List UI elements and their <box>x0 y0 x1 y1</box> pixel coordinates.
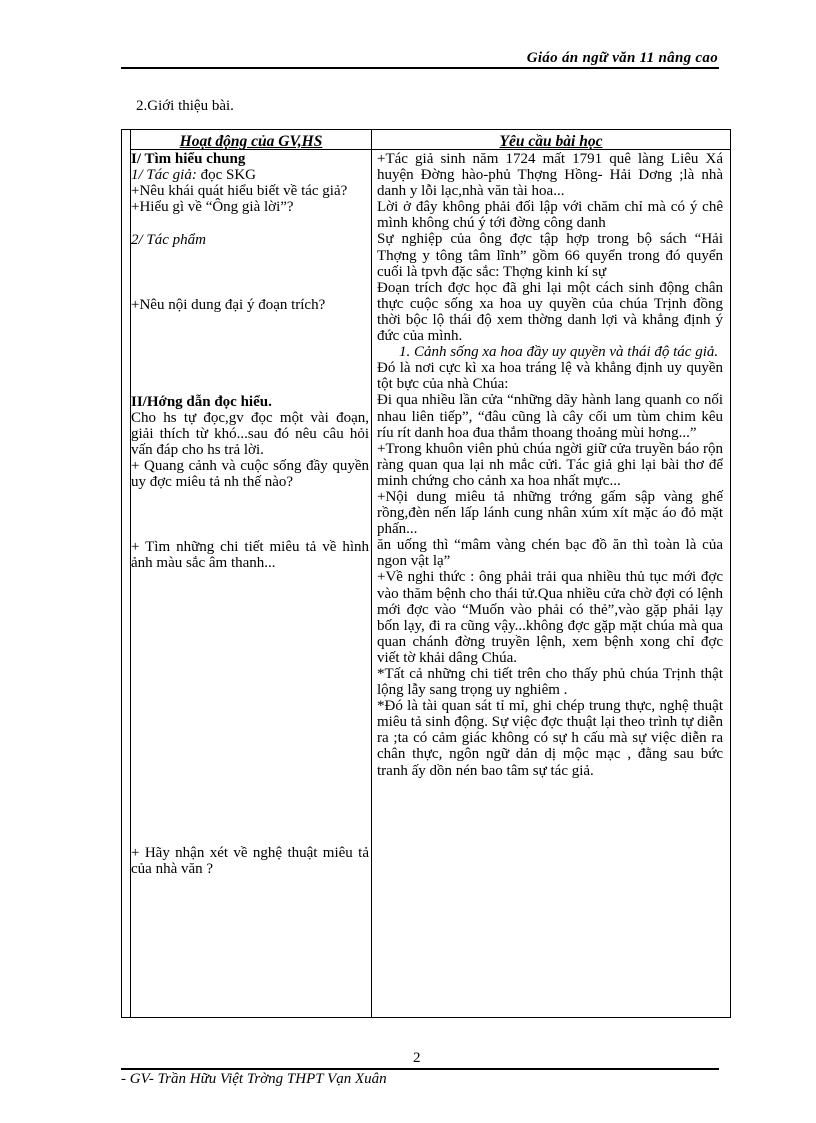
section-1-title: I/ Tìm hiểu chung <box>131 151 246 167</box>
question-author: +Nêu khái quát hiểu biết về tác giả? <box>131 183 348 200</box>
lesson-table <box>121 129 731 1018</box>
author-label: 1/ Tác giả: <box>131 167 197 184</box>
question-scene: + Quang cảnh và cuộc sống đầy quyền uy đợc miêu tả nh thế nào? <box>131 457 369 491</box>
footer-text: - GV- Trần Hữu Việt Trờng THPT Vạn Xuân <box>121 1071 387 1087</box>
header-rule <box>121 67 719 69</box>
left-column <box>131 151 369 878</box>
section-2-title: II/Hớng dẫn đọc hiểu. <box>131 393 272 410</box>
question-details: + Tìm những chi tiết miêu tả về hình ảnh màu sắc âm thanh... <box>131 539 369 572</box>
question-content: +Nêu nội dung đại ý đoạn trích? <box>131 297 326 314</box>
right-p10: +Về nghi thức : ông phải trải qua nhiều thủ tục mới đợc vào thăm bệnh cho thái tử.Qua nhiều cửa chờ đợi có lệnh mới đợc vào “Muốn vào phải có thẻ”,vào gặp phải lạy bốn lạy, đi ra cũng vậy...không đợc gặp mặt chúa mà qua quan chánh đờng truyền lệnh, xem bệnh xong chỉ đợc viết tờ khải dâng Chúa. <box>377 569 723 666</box>
right-column <box>377 151 723 779</box>
question-art: + Hãy nhận xét về nghệ thuật miêu tả của nhà văn ? <box>131 845 369 878</box>
intro-heading: 2.Giới thiệu bài. <box>136 98 234 114</box>
header-title: Giáo án ngữ văn 11 nâng cao <box>526 50 718 66</box>
right-p7: +Trong khuôn viên phủ chúa ngời giữ cửa truyền báo rộn ràng quan qua lại nh mắc cửi. Tác giả ghi lại bài thơ để minh chứng cho cảnh xa hoa nhất mực... <box>377 440 723 489</box>
question-old-man: +Hiểu gì về “Ông già lời”? <box>131 199 294 216</box>
right-p2: Lời ở đây không phải đối lập với chăm chỉ mà có ý chê mình không chú ý tới đờng công danh <box>377 199 723 232</box>
right-p4: Đoạn trích đợc học đã ghi lại một cách sinh động chân thực cuộc sống xa hoa uy quyền của chúa Trịnh đồng thời bộc lộ thái độ xem thờng danh lợi và khẳng định ý đức của mình. <box>377 279 723 345</box>
reading-instructions: Cho hs tự đọc,gv đọc một vài đoạn, giải thích từ khó...sau đó nêu câu hỏi vấn đáp cho hs trả lời. <box>131 409 369 458</box>
right-p9: ăn uống thì “mâm vàng chén bạc đồ ăn thì toàn là của ngon vật lạ” <box>377 537 723 570</box>
col-header-right: Yêu cầu bài học <box>499 133 603 150</box>
table-column-divider <box>371 130 372 1017</box>
footer-rule <box>121 1068 719 1070</box>
right-p1: +Tác giả sinh năm 1724 mất 1791 quê làng Liêu Xá huyện Đờng hào-phủ Thợng Hồng- Hải Dơng ;là nhà danh y lỗi lạc,nhà văn tài hoa... <box>377 151 723 200</box>
right-p5: Đó là nơi cực kì xa hoa tráng lệ và khẳng định uy quyền tột bực của nhà Chúa: <box>377 360 723 393</box>
right-p11: *Tất cả những chi tiết trên cho thấy phủ chúa Trịnh thật lộng lẫy sang trọng uy nghiêm . <box>377 666 723 699</box>
right-p6: Đi qua nhiều lần cửa “những dãy hành lang quanh co nối nhau liên tiếp”, “đâu cũng là cây cối um tùm chim kêu ríu rít danh hoa đua thắm thoang thoảng mùi hơng...” <box>377 392 723 441</box>
work-label: 2/ Tác phẩm <box>131 232 206 249</box>
page-number: 2 <box>413 1050 421 1066</box>
numbered-item-1: 1. Cảnh sống xa hoa đầy uy quyền và thái độ tác giả. <box>399 344 719 361</box>
right-p8: +Nội dung miêu tả những trớng gấm sập vàng ghế rồng,đèn nến lấp lánh cung nhân xúm xít mặc áo đỏ mặt phấn... <box>377 488 723 538</box>
author-text: đọc SKG <box>196 167 257 184</box>
author-line <box>131 167 369 183</box>
right-p3: Sự nghiệp của ông đợc tập hợp trong bộ sách “Hải Thợng y tông tâm lĩnh” gồm 66 quyển trong đó quyển cuối là tpvh đặc sắc: Thợng kinh kí sự <box>377 231 723 280</box>
col-header-left: Hoạt động của GV,HS <box>179 133 323 150</box>
right-p12: *Đó là tài quan sát tỉ mỉ, ghi chép trung thực, nghệ thuật miêu tả sinh động. Sự việc đợc thuật lại theo trình tự diễn ra ;ta có cảm giác không có sự h cấu mà sự việc diễn ra chân thực, ngôn ngữ dản dị mộc mạc , đằng sau bức tranh ấy dồn nén bao tâm sự tác giả. <box>377 698 723 779</box>
